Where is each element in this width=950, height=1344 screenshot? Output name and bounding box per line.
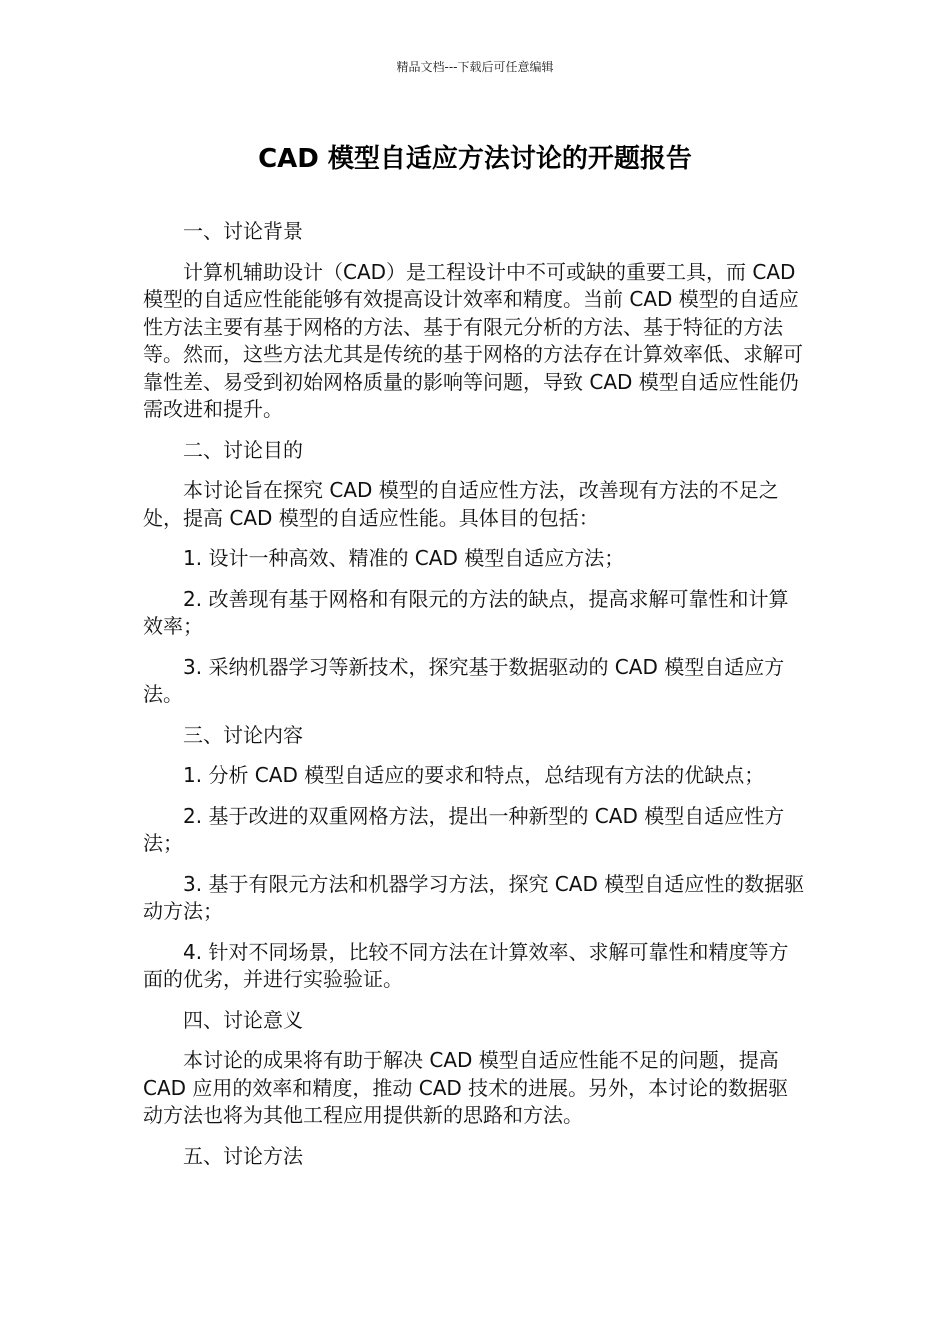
content-item-2: 2. 基于改进的双重网格方法，提出一种新型的 CAD 模型自适应性方法； — [143, 803, 785, 855]
section-heading-method: 五、讨论方法 — [183, 1143, 303, 1168]
section-heading-significance: 四、讨论意义 — [183, 1007, 303, 1032]
significance-paragraph: 本讨论的成果将有助于解决 CAD 模型自适应性能不足的问题，提高 CAD 应用的效率和精度，推动 CAD 技术的进展。另外，本讨论的数据驱动方法也将为其他工程应用提供新的思路和方法。 — [143, 1048, 789, 1127]
section-heading-purpose: 二、讨论目的 — [183, 437, 303, 462]
section-heading-content: 三、讨论内容 — [183, 722, 303, 747]
content-item-3: 3. 基于有限元方法和机器学习方法，探究 CAD 模型自适应性的数据驱动方法； — [143, 871, 805, 923]
content-item-1: 1. 分析 CAD 模型自适应的要求和特点，总结现有方法的优缺点； — [183, 763, 765, 787]
document-title: CAD 模型自适应方法讨论的开题报告 — [258, 144, 692, 174]
purpose-item-1: 1. 设计一种高效、精准的 CAD 模型自适应方法； — [183, 546, 625, 570]
purpose-item-2: 2. 改善现有基于网格和有限元的方法的缺点，提高求解可靠性和计算效率； — [143, 586, 789, 638]
background-paragraph: 计算机辅助设计（CAD）是工程设计中不可或缺的重要工具，而 CAD 模型的自适应性能能够有效提高设计效率和精度。当前 CAD 模型的自适应性方法主要有基于网格的方法、基于有限元分析的方法、基于特征的方法等。然而，这些方法尤其是传统的基于网格的方法存在计算效率低、求解可靠性差、易受到初始网格质量的影响等问题，导致 CAD 模型自适应性能仍需改进和提升。 — [143, 259, 803, 421]
section-heading-background: 一、讨论背景 — [183, 219, 303, 243]
header-note: 精品文档---下载后可任意编辑 — [396, 60, 554, 74]
purpose-paragraph: 本讨论旨在探究 CAD 模型的自适应性方法，改善现有方法的不足之处，提高 CAD 模型的自适应性能。具体目的包括： — [143, 478, 779, 530]
document-body — [143, 218, 808, 1183]
purpose-item-3: 3. 采纳机器学习等新技术，探究基于数据驱动的 CAD 模型自适应方法。 — [143, 654, 785, 706]
content-item-4: 4. 针对不同场景，比较不同方法在计算效率、求解可靠性和精度等方面的优劣，并进行实验验证。 — [143, 939, 789, 991]
